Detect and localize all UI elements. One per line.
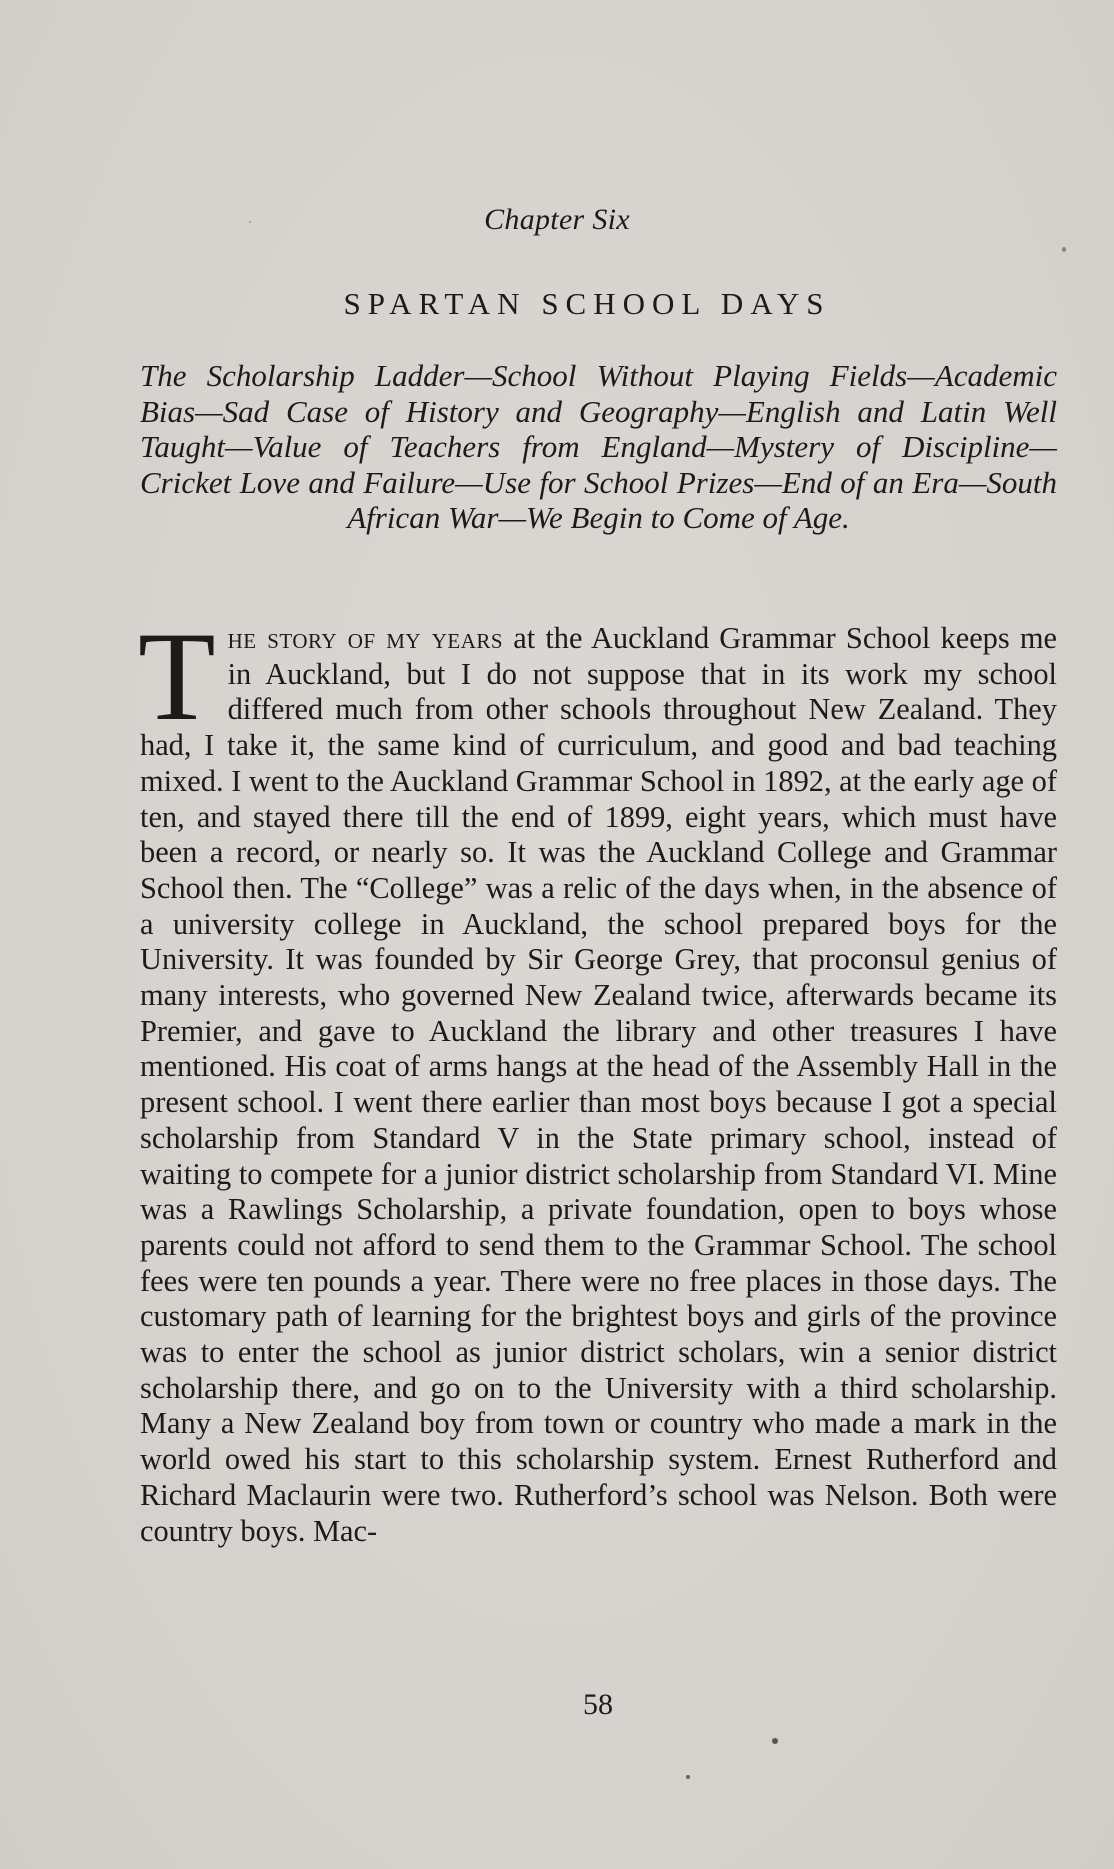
scan-speck (249, 221, 251, 223)
chapter-title: SPARTAN SCHOOL DAYS (343, 286, 831, 321)
chapter-label: Chapter Six (484, 203, 630, 236)
scan-speck (772, 1738, 778, 1744)
chapter-synopsis: The Scholarship Ladder—School Without Playing Fields—Academic Bias—Sad Case of History and Geography—English and Latin Well Taught—Value of Teachers from England—Mystery of Discipline—Cricket Love and Failure—Use for School Prizes—End of an Era—South African War—We Begin to Come of Age. (140, 358, 1057, 535)
body-paragraph: at the Auckland Grammar School keeps me in Auckland, but I do not suppose that in its work my school differed much from other schools throughout New Zealand. They had, I take it, the same kind of curriculum, and good and bad teaching mixed. I went to the Auckland Grammar School in 1892, at the early age of ten, and stayed there till the end of 1899, eight years, which must have been a record, or nearly so. It was the Auckland College and Grammar School then. The “College” was a relic of the days when, in the absence of a university college in Auckland, the school prepared boys for the University. It was founded by Sir George Grey, that proconsul genius of many interests, who governed New Zealand twice, afterwards became its Premier, and gave to Auckland the library and other treasures I have mentioned. His coat of arms hangs at the head of the Assembly Hall in the present school. I went there earlier than most boys because I got a special scholarship from Standard V in the State primary school, instead of waiting to compete for a junior district scholarship from Standard VI. Mine was a Rawlings Scholarship, a private foundation, open to boys whose parents could not afford to send them to the Grammar School. The school fees were ten pounds a year. There were no free places in those days. The customary path of learning for the brightest boys and girls of the province was to enter the school as junior district scholars, win a senior district scholarship there, and go on to the University with a third scholarship. Many a New Zealand boy from town or country who made a mark in the world owed his start to this scholarship system. Ernest Rutherford and Richard Maclaurin were two. Rutherford’s school was Nelson. Both were country boys. Mac- (140, 621, 1058, 1548)
drop-cap: T (138, 607, 216, 747)
body-text (138, 607, 1058, 1549)
scan-speck (686, 1775, 690, 1779)
page-number: 58 (583, 1688, 613, 1721)
opening-small-caps: he story of my years (227, 621, 504, 655)
scan-speck (1062, 247, 1066, 252)
